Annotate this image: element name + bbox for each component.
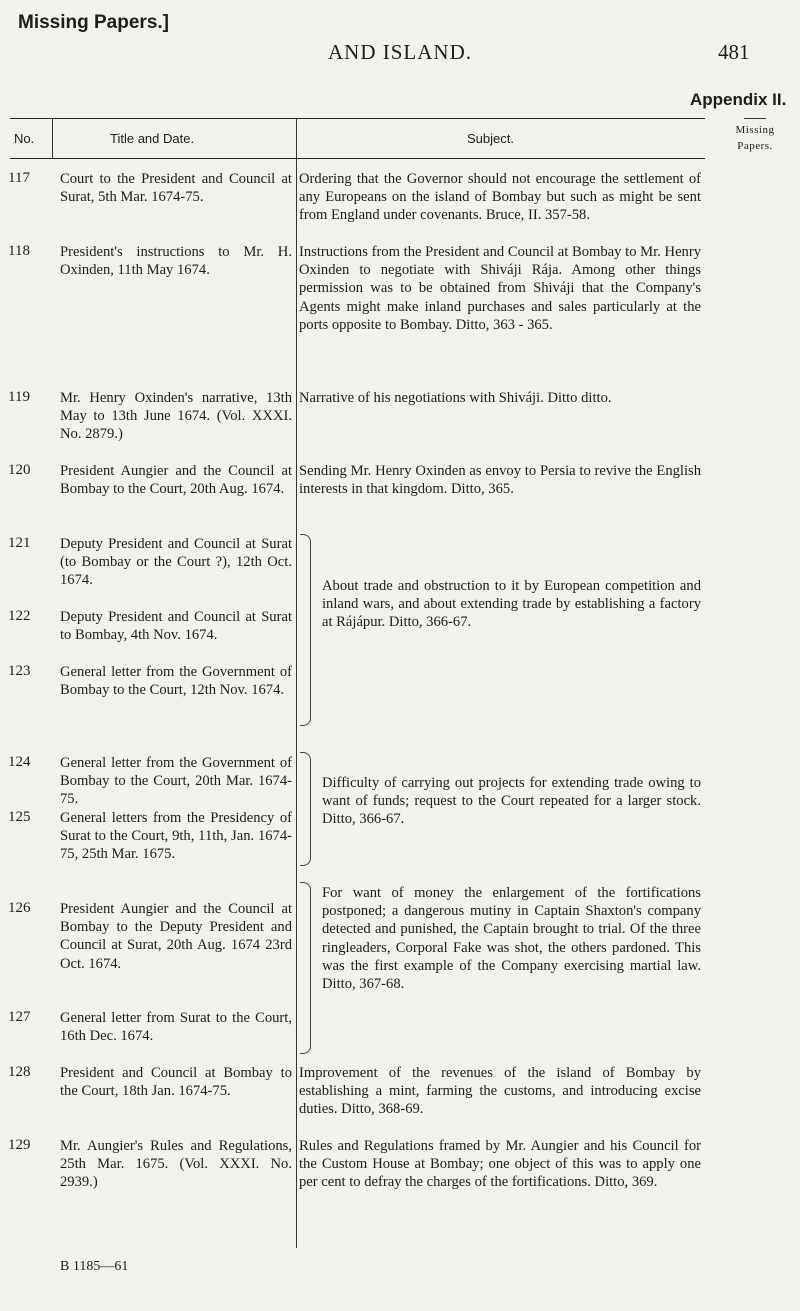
brace-icon xyxy=(300,752,311,866)
row-title: President Aungier and the Council at Bombay to the Deputy President and Council at Surat, 20th Aug. 1674 23rd Oct. 1674. xyxy=(60,901,292,972)
appendix-label: Appendix II. xyxy=(690,90,787,109)
row-number: 129 xyxy=(8,1137,31,1153)
brace-icon xyxy=(300,882,311,1054)
subject-text: Narrative of his negotiations with Shiváji. Ditto ditto. xyxy=(299,390,612,406)
row-number: 117 xyxy=(8,170,30,186)
row-title: Mr. Henry Oxinden's narrative, 13th May to 13th June 1674. (Vol. XXXI. No. 2879.) xyxy=(60,390,292,443)
subject-text: About trade and obstruction to it by European competition and inland wars, and about extending trade by establishing a factory at Rájápur. Ditto, 366-67. xyxy=(322,578,701,631)
row-title: General letter from Surat to the Court, 16th Dec. 1674. xyxy=(60,1010,292,1045)
column-divider-1 xyxy=(52,118,53,158)
side-line-1: Missing xyxy=(735,124,775,136)
side-heading xyxy=(716,118,794,154)
row-title: Court to the President and Council at Surat, 5th Mar. 1674-75. xyxy=(60,171,292,206)
row-title: Mr. Aungier's Rules and Regulations, 25th Mar. 1675. (Vol. XXXI. No. 2939.) xyxy=(60,1138,292,1191)
row-number: 121 xyxy=(8,535,31,551)
table-top-rule xyxy=(10,118,705,119)
row-number: 119 xyxy=(8,389,30,405)
row-number: 124 xyxy=(8,754,31,770)
row-number: 125 xyxy=(8,809,31,825)
row-title: General letter from the Government of Bombay to the Court, 20th Mar. 1674-75. xyxy=(60,755,292,808)
side-rule xyxy=(744,118,766,119)
row-number: 126 xyxy=(8,900,31,916)
row-title: General letter from the Government of Bombay to the Court, 12th Nov. 1674. xyxy=(60,664,292,699)
subject-text: Difficulty of carrying out projects for extending trade owing to want of funds; request to the Court repeated for a larger stock. Ditto, 366-67. xyxy=(322,775,701,828)
column-header-subject: Subject. xyxy=(467,131,514,146)
subject-text: For want of money the enlargement of the fortifications postponed; a dangerous mutiny in Captain Shaxton's company detected and punished, the Captain brought to trial. Of the three ringleaders, Corporal Fake was shot, the others pardoned. This was the first example of the Company exercising martial law. Ditto, 367-68. xyxy=(322,885,701,993)
row-number: 120 xyxy=(8,462,31,478)
column-header-no: No. xyxy=(14,131,35,146)
subject-text: Instructions from the President and Council at Bombay to Mr. Henry Oxinden to negotiate with Shiváji Rája. Among other things permission was to be obtained from Shiváji that the Company's Agents might make inland purchases and sales particularly at the ports opposite to Bombay. Ditto, 363 - 365. xyxy=(299,244,701,333)
subject-text: Rules and Regulations framed by Mr. Aungier and his Council for the Custom House at Bombay; one object of this was to apply one per cent to defray the charges of the fortifications. Ditto, 369. xyxy=(299,1138,701,1191)
row-number: 118 xyxy=(8,243,30,259)
column-divider-2 xyxy=(296,118,297,1248)
row-title: President and Council at Bombay to the Court, 18th Jan. 1674-75. xyxy=(60,1065,292,1100)
row-title: General letters from the Presidency of Surat to the Court, 9th, 11th, Jan. 1674-75, 25th Mar. 1675. xyxy=(60,810,292,863)
running-head-left: Missing Papers.] xyxy=(18,12,169,33)
subject-text: Sending Mr. Henry Oxinden as envoy to Persia to revive the English interests in that kingdom. Ditto, 365. xyxy=(299,463,701,498)
subject-text: Improvement of the revenues of the island of Bombay by establishing a mint, farming the customs, and introducing excise duties. Ditto, 368-69. xyxy=(299,1065,701,1118)
row-number: 128 xyxy=(8,1064,31,1080)
row-number: 122 xyxy=(8,608,31,624)
row-title: President's instructions to Mr. H. Oxinden, 11th May 1674. xyxy=(60,244,292,279)
subject-text: Ordering that the Governor should not encourage the settlement of any Europeans on the island of Bombay but such as might be sent from England under covenants. Bruce, II. 357-58. xyxy=(299,171,701,224)
table-header-rule xyxy=(10,158,705,159)
printer-signature: B 1185—61 xyxy=(60,1259,129,1274)
row-title: Deputy President and Council at Surat (to Bombay or the Court ?), 12th Oct. 1674. xyxy=(60,536,292,589)
side-line-2: Papers. xyxy=(737,140,773,152)
brace-icon xyxy=(300,534,311,726)
running-head-center: AND ISLAND. xyxy=(328,40,472,64)
column-header-title: Title and Date. xyxy=(110,131,195,146)
row-title: Deputy President and Council at Surat to Bombay, 4th Nov. 1674. xyxy=(60,609,292,644)
page-number: 481 xyxy=(718,40,750,64)
row-title: President Aungier and the Council at Bombay to the Court, 20th Aug. 1674. xyxy=(60,463,292,498)
row-number: 123 xyxy=(8,663,31,679)
row-number: 127 xyxy=(8,1009,31,1025)
